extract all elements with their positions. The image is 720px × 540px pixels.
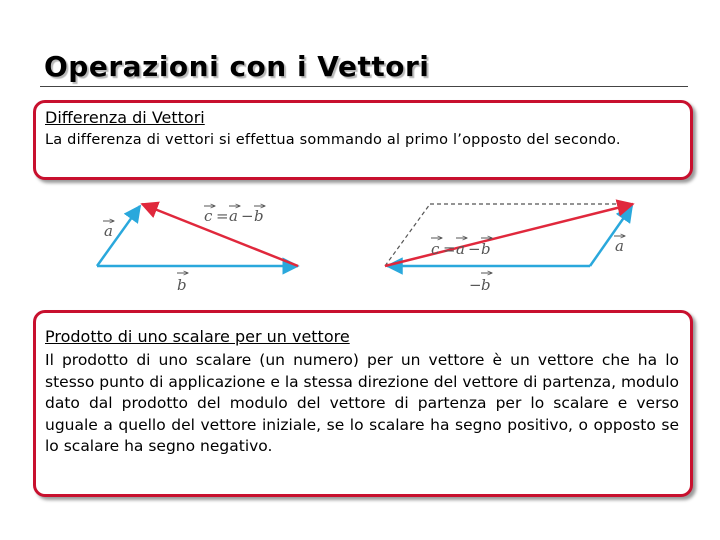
difference-equation-left	[204, 206, 265, 225]
eq-b-label-right: b	[481, 240, 491, 258]
vector-minus-b-sign: −	[469, 276, 482, 294]
left-diagram	[97, 204, 298, 294]
product-heading: Prodotto di uno scalare per un vettore	[45, 327, 350, 346]
right-diagram	[385, 204, 633, 294]
difference-text: La differenza di vettori si effettua sommando al primo l’opposto del secondo.	[45, 132, 621, 148]
eq-equals-right: =	[443, 240, 456, 258]
page-title: Operazioni con i Vettori	[44, 50, 430, 83]
product-text: Il prodotto di uno scalare (un numero) per un vettore è un vettore che ha lo stesso punto di applicazione e la stessa direzione del vettore di partenza, modulo dato dal prodotto del modulo del vettore di partenza per lo scalare e verso uguale a quello del vettore iniziale, se lo scalare ha segno positivo, o opposto se lo scalare ha segno negativo.	[45, 351, 679, 455]
eq-c-label-right: c	[431, 240, 440, 258]
eq-minus: −	[241, 207, 254, 225]
vector-a-label-right: a	[615, 237, 624, 255]
vector-minus-b-label: b	[481, 276, 491, 294]
eq-a-label: a	[229, 207, 238, 225]
eq-a-label-right: a	[456, 240, 465, 258]
eq-minus-right: −	[468, 240, 481, 258]
product-box	[33, 310, 693, 497]
vector-a-arrow-right	[590, 206, 632, 266]
eq-equals: =	[216, 207, 229, 225]
vector-a-label: a	[104, 222, 113, 240]
eq-c-label: c	[204, 207, 213, 225]
vector-b-label: b	[177, 276, 187, 294]
difference-heading: Differenza di Vettori	[45, 108, 205, 127]
difference-equation-right	[431, 238, 492, 258]
eq-b-label: b	[254, 207, 264, 225]
